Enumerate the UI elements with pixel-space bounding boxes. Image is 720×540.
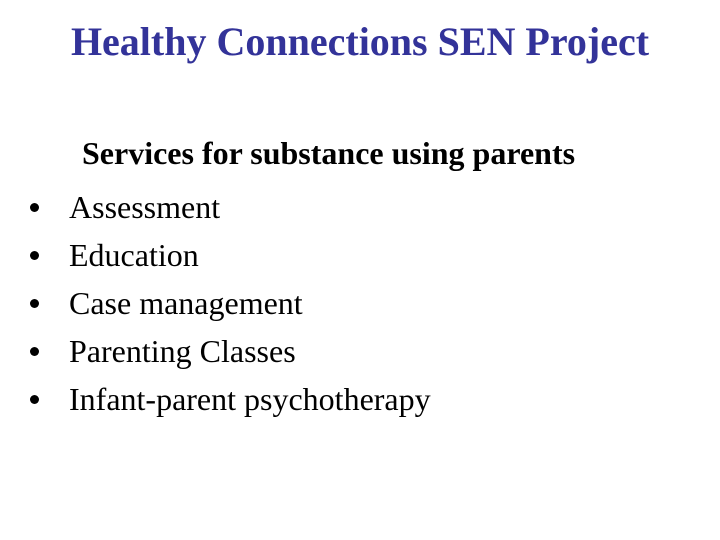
bullet-text: Education [69, 236, 199, 273]
bullet-item [20, 375, 431, 423]
bullet-icon [30, 299, 39, 308]
slide-subtitle: Services for substance using parents [82, 135, 576, 171]
bullet-icon [30, 203, 39, 212]
bullet-icon [30, 251, 39, 260]
bullet-text: Case management [69, 284, 303, 321]
bullet-item [20, 279, 431, 327]
bullet-item [20, 327, 431, 375]
bullet-item [20, 231, 431, 279]
bullet-text: Assessment [69, 188, 221, 225]
slide-title: Healthy Connections SEN Project [70, 19, 650, 64]
bullet-icon [30, 347, 39, 356]
bullet-list [20, 183, 431, 423]
bullet-item [20, 183, 431, 231]
bullet-text: Infant-parent psychotherapy [69, 380, 431, 417]
bullet-text: Parenting Classes [69, 332, 296, 369]
bullet-icon [30, 395, 39, 404]
